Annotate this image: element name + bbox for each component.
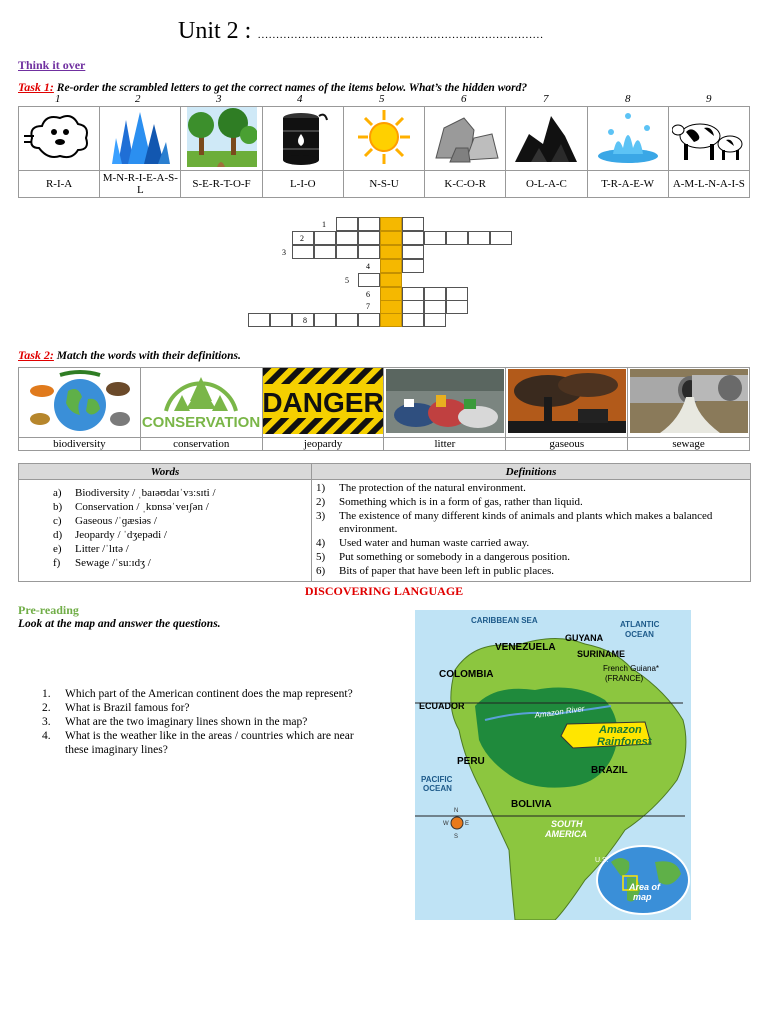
crossword-cell[interactable] <box>424 287 446 301</box>
list-item <box>53 542 307 556</box>
crossword-cell[interactable] <box>358 313 380 327</box>
word-key: b) <box>53 501 63 513</box>
crossword-cell[interactable] <box>248 313 270 327</box>
south-america-map <box>415 610 691 920</box>
danger-sign-icon <box>262 368 384 438</box>
definition-text: Something which is in a form of gas, rather than liquid. <box>339 495 583 508</box>
map-label-atlantic-ocean: OCEAN <box>625 630 654 639</box>
image-caption: litter <box>384 438 506 451</box>
scrambled-word: R-I-A <box>19 171 100 198</box>
page-title <box>178 18 543 45</box>
word-text: Jeopardy / ˈdʒepədi / <box>75 529 167 541</box>
task2-text: Match the words with their definitions. <box>53 350 241 362</box>
list-item <box>42 687 402 701</box>
question-key: 2. <box>42 702 51 714</box>
question-key: 1. <box>42 688 51 700</box>
list-item <box>316 537 746 551</box>
word-text: Sewage /ˈsuːɪdʒ / <box>75 557 151 569</box>
definitions-cell <box>312 480 751 582</box>
danger-sign-text: DANGER <box>263 387 384 418</box>
crossword-number: 7 <box>366 302 370 311</box>
definition-key: 5) <box>316 550 326 563</box>
map-label-venezuela: VENEZUELA <box>495 642 556 653</box>
scrambled-word: N-S-U <box>343 171 424 198</box>
pre-reading-instruction: Look at the map and answer the questions. <box>18 618 221 630</box>
unit-title: Unit 2 : <box>178 18 252 44</box>
crossword-cell[interactable] <box>446 231 468 245</box>
question-key: 3. <box>42 716 51 728</box>
item-number: 7 <box>543 93 549 105</box>
hidden-word-cell[interactable] <box>380 273 402 287</box>
cows-icon <box>668 107 749 171</box>
definition-key: 6) <box>316 564 326 577</box>
item-number: 6 <box>461 93 467 105</box>
image-caption: gaseous <box>506 438 628 451</box>
conservation-logo-text: CONSERVATION <box>142 414 261 431</box>
map-label-colombia: COLOMBIA <box>439 669 494 680</box>
crossword-cell[interactable] <box>490 231 512 245</box>
crossword-number: 1 <box>322 220 326 229</box>
word-text: Conservation / ˌkɒnsəˈveɪʃən / <box>75 501 209 513</box>
pre-reading-heading: Pre-reading <box>18 603 79 617</box>
map-label-brazil: BRAZIL <box>591 765 628 776</box>
scrambled-word: M-N-R-I-E-A-S-L <box>100 171 181 198</box>
crossword-cell[interactable] <box>314 231 336 245</box>
map-label-amazon: Amazon <box>599 724 642 736</box>
question-text: What is the weather like in the areas / countries which are near these imaginary lines? <box>65 730 354 756</box>
item-number: 3 <box>216 93 222 105</box>
question-text: Which part of the American continent does the map represent? <box>65 688 353 700</box>
hidden-word-cell[interactable] <box>380 313 402 327</box>
words-definitions-table <box>18 463 751 582</box>
word-text: Biodiversity / ˌbaɪəʊdaɪˈvɜːsɪti / <box>75 487 216 499</box>
crossword-cell[interactable] <box>402 300 424 314</box>
image-caption: jeopardy <box>262 438 384 451</box>
scrambled-word: K-C-O-R <box>425 171 506 198</box>
crossword-cell[interactable] <box>402 313 424 327</box>
map-label-ecuador: ECUADOR <box>419 701 465 711</box>
crossword-cell[interactable] <box>468 231 490 245</box>
map-label-south: SOUTH <box>551 819 583 829</box>
item-number: 5 <box>379 93 385 105</box>
word-key: c) <box>53 515 62 527</box>
globe-animals-icon <box>19 368 141 438</box>
image-caption: sewage <box>628 438 750 451</box>
crossword-cell[interactable] <box>424 313 446 327</box>
crossword-number: 4 <box>366 262 370 271</box>
definition-key: 3) <box>316 509 326 522</box>
crossword-cell[interactable] <box>336 217 358 231</box>
hidden-word-cell[interactable] <box>380 300 402 314</box>
scrambled-items-table <box>18 106 750 198</box>
hidden-word-cell[interactable] <box>380 245 402 259</box>
crossword-cell[interactable] <box>402 217 424 231</box>
crossword-cell[interactable] <box>402 231 424 245</box>
list-item <box>316 565 746 579</box>
crossword-number: 5 <box>345 276 349 285</box>
crossword-cell[interactable] <box>314 313 336 327</box>
list-item <box>316 551 746 565</box>
words-header: Words <box>19 464 312 480</box>
definition-text: Used water and human waste carried away. <box>339 537 530 550</box>
task1-label: Task 1: <box>18 80 54 94</box>
crossword-cell[interactable] <box>402 245 424 259</box>
list-item <box>42 715 402 729</box>
map-label-guyana: GUYANA <box>565 633 604 643</box>
compass-n: N <box>454 808 459 814</box>
definition-key: 4) <box>316 537 326 550</box>
crossword-cell[interactable] <box>336 313 358 327</box>
crystal-minerals-icon <box>100 107 181 171</box>
map-label-atlantic: ATLANTIC <box>620 620 660 629</box>
map-label-french-guiana: French Guiana* <box>603 664 660 673</box>
title-blank: …………………………………………………………………… <box>257 29 544 41</box>
word-key: f) <box>53 557 61 569</box>
definition-text: Put something or somebody in a dangerous position. <box>339 550 570 563</box>
list-item <box>53 528 307 542</box>
discovering-language-heading: DISCOVERING LANGUAGE <box>304 584 464 598</box>
definition-text: The protection of the natural environment. <box>339 482 526 494</box>
scrambled-word: L-I-O <box>262 171 343 198</box>
list-item <box>53 514 307 528</box>
map-label-bolivia: BOLIVIA <box>511 799 552 810</box>
sewage-pipes-icon <box>628 368 750 438</box>
item-number: 2 <box>135 93 141 105</box>
list-item <box>316 510 746 538</box>
word-key: d) <box>53 529 63 541</box>
task1-instruction <box>18 78 527 96</box>
item-number: 4 <box>297 93 303 105</box>
coal-icon <box>506 107 587 171</box>
task2-label: Task 2: <box>18 348 54 362</box>
crossword-cell[interactable] <box>336 245 358 259</box>
question-text: What is Brazil famous for? <box>65 702 190 714</box>
item-number: 8 <box>625 93 631 105</box>
crossword-number: 3 <box>282 248 286 257</box>
word-key: e) <box>53 543 62 555</box>
crossword-cell[interactable] <box>358 245 380 259</box>
litter-pile-icon <box>384 368 506 438</box>
crossword-cell[interactable] <box>424 231 446 245</box>
crossword-cell[interactable] <box>314 245 336 259</box>
forest-trees-icon <box>181 107 262 171</box>
definition-text: The existence of many different kinds of animals and plants which makes a balanced environment. <box>339 509 713 536</box>
crossword-cell[interactable] <box>446 300 468 314</box>
map-label-france: (FRANCE) <box>605 674 644 683</box>
crossword-cell[interactable] <box>446 287 468 301</box>
hidden-word-cell[interactable] <box>380 287 402 301</box>
compass-e: E <box>465 821 470 827</box>
smoke-factory-icon <box>506 368 628 438</box>
hidden-word-cell[interactable] <box>380 231 402 245</box>
crossword-cell[interactable] <box>336 231 358 245</box>
definitions-header: Definitions <box>312 464 751 480</box>
list-item <box>53 486 307 500</box>
pre-reading-questions <box>42 687 402 757</box>
list-item <box>42 729 402 757</box>
list-item <box>53 500 307 514</box>
crossword-number: 6 <box>366 290 370 299</box>
question-text: What are the two imaginary lines shown in the map? <box>65 716 308 728</box>
inset-label-us: U.S. <box>595 857 609 864</box>
map-label-amazon-river: Amazon River <box>534 704 586 720</box>
map-label-peru: PERU <box>457 756 485 767</box>
scrambled-word: A-M-L-N-A-I-S <box>668 171 749 198</box>
word-text: Litter /ˈlɪtə / <box>75 543 129 555</box>
map-label-america: AMERICA <box>545 829 587 839</box>
conservation-logo-icon <box>140 368 262 438</box>
scrambled-word: O-L-A-C <box>506 171 587 198</box>
list-item <box>316 482 746 496</box>
map-label-caribbean: CARIBBEAN SEA <box>471 616 538 625</box>
map-label-pacific-ocean: OCEAN <box>423 784 452 793</box>
crossword-cell[interactable] <box>292 245 314 259</box>
scrambled-word: S-E-R-T-O-F <box>181 171 262 198</box>
rocks-icon <box>425 107 506 171</box>
think-it-over-heading: Think it over <box>18 58 86 72</box>
crossword-cell[interactable] <box>358 273 380 287</box>
word-key: a) <box>53 487 62 499</box>
item-number: 9 <box>706 93 712 105</box>
crossword-cell[interactable] <box>270 313 292 327</box>
inset-globe <box>595 846 689 914</box>
words-cell <box>19 480 312 582</box>
definition-text: Bits of paper that have been left in public places. <box>339 564 555 577</box>
crossword-cell[interactable] <box>424 300 446 314</box>
list-item <box>316 496 746 510</box>
definition-key: 2) <box>316 495 326 508</box>
words-list <box>53 486 307 570</box>
wind-cloud-icon <box>19 107 100 171</box>
scrambled-word: T-R-A-E-W <box>587 171 668 198</box>
definition-key: 1) <box>316 482 326 494</box>
map-label-rainforest: Rainforest <box>597 736 652 748</box>
water-splash-icon <box>587 107 668 171</box>
crossword-cell[interactable] <box>402 287 424 301</box>
compass-s: S <box>454 834 459 840</box>
map-label-suriname: SURINAME <box>577 649 626 659</box>
inset-label-area-of: Area of <box>629 882 661 892</box>
crossword-cell[interactable] <box>358 231 380 245</box>
hidden-word-cell[interactable] <box>380 259 402 273</box>
sun-icon <box>343 107 424 171</box>
question-key: 4. <box>42 730 51 742</box>
crossword-cell[interactable] <box>358 217 380 231</box>
image-caption: biodiversity <box>19 438 141 451</box>
oil-barrel-icon <box>262 107 343 171</box>
task2-instruction <box>18 346 241 364</box>
word-text: Gaseous /ˈɡæsiəs / <box>75 515 157 527</box>
map-label-pacific: PACIFIC <box>421 775 453 784</box>
image-caption: conservation <box>140 438 262 451</box>
vocabulary-images-table <box>18 367 750 451</box>
list-item <box>53 556 307 570</box>
hidden-word-cell[interactable] <box>380 217 402 231</box>
crossword-number: 2 <box>300 234 304 243</box>
crossword-number: 8 <box>303 316 307 325</box>
item-number: 1 <box>55 93 61 105</box>
definitions-list <box>316 482 746 579</box>
list-item <box>42 701 402 715</box>
task1-text: Re-order the scrambled letters to get the correct names of the items below. What’s the hidden word? <box>53 82 528 94</box>
compass-w: W <box>443 821 449 827</box>
inset-label-map: map <box>633 892 652 902</box>
crossword-cell[interactable] <box>402 259 424 273</box>
